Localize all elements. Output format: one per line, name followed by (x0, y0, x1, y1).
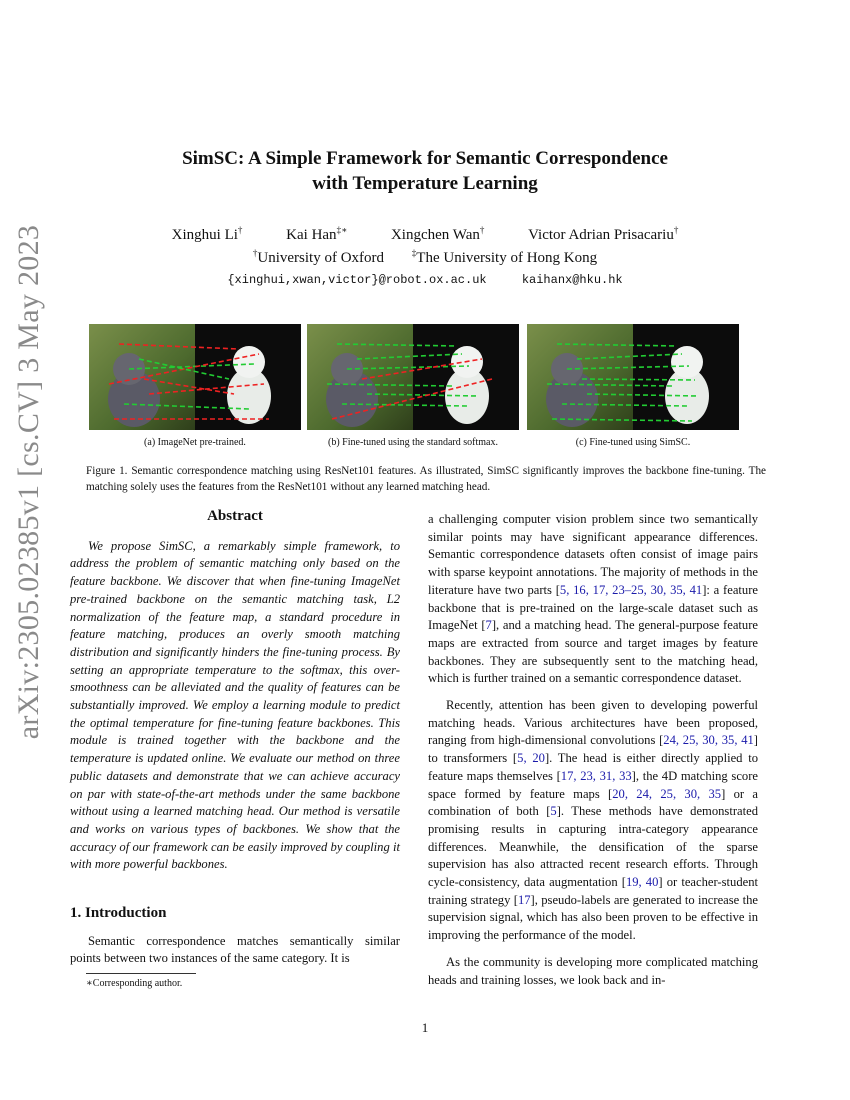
paragraph: As the community is developing more complicated matching heads and training losses, we look back and in- (428, 954, 758, 987)
intro-paragraph: Semantic correspondence matches semantically similar points between two instances of the same category. It is (70, 933, 400, 966)
author: Xinghui Li† (171, 225, 243, 243)
email: {xinghui,xwan,victor}@robot.ox.ac.uk (227, 273, 487, 287)
citation-link[interactable]: 5 (550, 804, 557, 819)
figure-panel-a (89, 324, 301, 430)
footnote-rule (86, 973, 196, 974)
citation-link[interactable]: 7 (485, 618, 492, 633)
paragraph: Recently, attention has been given to developing powerful matching heads. Various architectures have been proposed, ranging from high-dimensional convolutions [24, 25, 30, 35, 41] to transformers [5, 20]. The head is either directly applied to feature maps themselves [17, 23, 31, 33], the 4D matching score space formed by feature maps [20, 24, 25, 30, 35] or a combination of both [5]. These methods have demonstrated promising results in capturing intra-category appearance differences. Meanwhile, the densification of the sparse supervision has also attracted recent research efforts. Through cycle-consistency, data augmentation [19, 40] or teacher-student training strategy [17], pseudo-labels are generated to increase the supervision signal, which has also been proven to be effective in improving the performance of the model. (428, 698, 759, 943)
footnote: ∗Corresponding author. (86, 978, 183, 989)
emails (0, 273, 850, 287)
paragraph: a challenging computer vision problem since two semantically similar points may have significant appearance differences. Semantic correspondence datasets often consist of image pairs with sparse keypoint annotations. The majority of methods in the literature have two parts [5, 16, 17, 23–25, 30, 35, 41]: a feature backbone that is pre-trained on the large-scale dataset such as ImageNet [7], and a matching head. The general-purpose feature maps are extracted from source and target images by feature backbones. They are subsequently sent to the matching head, which is further trained on a semantic correspondence dataset. (428, 512, 758, 686)
author: Xingchen Wan† (390, 225, 485, 243)
subcaption-c: (c) Fine-tuned using SimSC. (575, 437, 691, 448)
matching-visualization-a (89, 324, 301, 430)
arxiv-id-text: arXiv:2305.02385v1 [cs.CV] 3 May 2023 (12, 224, 45, 740)
affiliation: ‡The University of Hong Kong (411, 248, 598, 266)
figure-panel-b (307, 324, 519, 430)
author-list (0, 225, 850, 244)
citation-link[interactable]: 17 (517, 892, 531, 907)
matching-visualization-c (527, 324, 739, 430)
abstract-heading: Abstract (207, 508, 263, 524)
title-line-1: SimSC: A Simple Framework for Semantic Correspondence (182, 148, 668, 169)
introduction-heading: 1. Introduction (70, 905, 167, 921)
author: Victor Adrian Prisacariu† (528, 225, 679, 243)
email: kaihanx@hku.hk (521, 273, 623, 287)
citation-link[interactable]: 20, 24, 25, 30, 35 (612, 786, 722, 801)
abstract-text: We propose SimSC, a remarkably simple framework, to address the problem of semantic matching only based on the feature backbone. We discover that when fine-tuning ImageNet pre-trained backbone on the semantic matching task, L2 normalization of the feature map, a standard procedure in feature matching, produces an overly smooth matching distribution and significantly hinders the fine-tuning process. By setting an appropriate temperature to the softmax, this over-smoothness can be alleviated and the quality of features can be substantially improved. We employ a learning module to predict the optimal temperature for fine-tuning feature backbones. This module is trained together with the backbone and the temperature is updated online. We evaluate our method on three public datasets and demonstrate that we can achieve accuracy on par with state-of-the-art methods under the same backbone without using a learned matching head. Our method is versatile and works on various types of backbones. We show that the accuracy of our framework can be easily improved by coupling it with more powerful backbones. (70, 538, 400, 872)
figure-panel-c (527, 324, 739, 430)
arxiv-sidebar (4, 224, 54, 740)
page-number: 1 (421, 1020, 429, 1035)
citation-link[interactable]: 17, 23, 31, 33 (560, 768, 632, 783)
citation-link[interactable]: 5, 20 (517, 751, 545, 766)
author: Kai Han‡∗ (286, 225, 348, 243)
abstract-section (70, 508, 400, 874)
affiliation: †University of Oxford (252, 248, 385, 266)
introduction-section (70, 905, 400, 968)
citation-link[interactable]: 5, 16, 17, 23–25, 30, 35, 41 (559, 582, 703, 597)
subcaption-a: (a) ImageNet pre-trained. (144, 437, 246, 448)
right-column (428, 511, 758, 989)
paper-title (0, 146, 850, 196)
matching-visualization-b (307, 324, 519, 430)
subcaption-b: (b) Fine-tuned using the standard softmax. (328, 437, 498, 448)
affiliations (0, 248, 850, 267)
title-line-2: with Temperature Learning (312, 173, 538, 194)
citation-link[interactable]: 24, 25, 30, 35, 41 (663, 733, 754, 748)
figure-caption: Figure 1. Semantic correspondence matching using ResNet101 features. As illustrated, SimSC significantly improves the backbone fine-tuning. The matching solely uses the features from the ResNet101 without any learned matching head. (86, 465, 766, 493)
citation-link[interactable]: 19, 40 (625, 875, 659, 890)
